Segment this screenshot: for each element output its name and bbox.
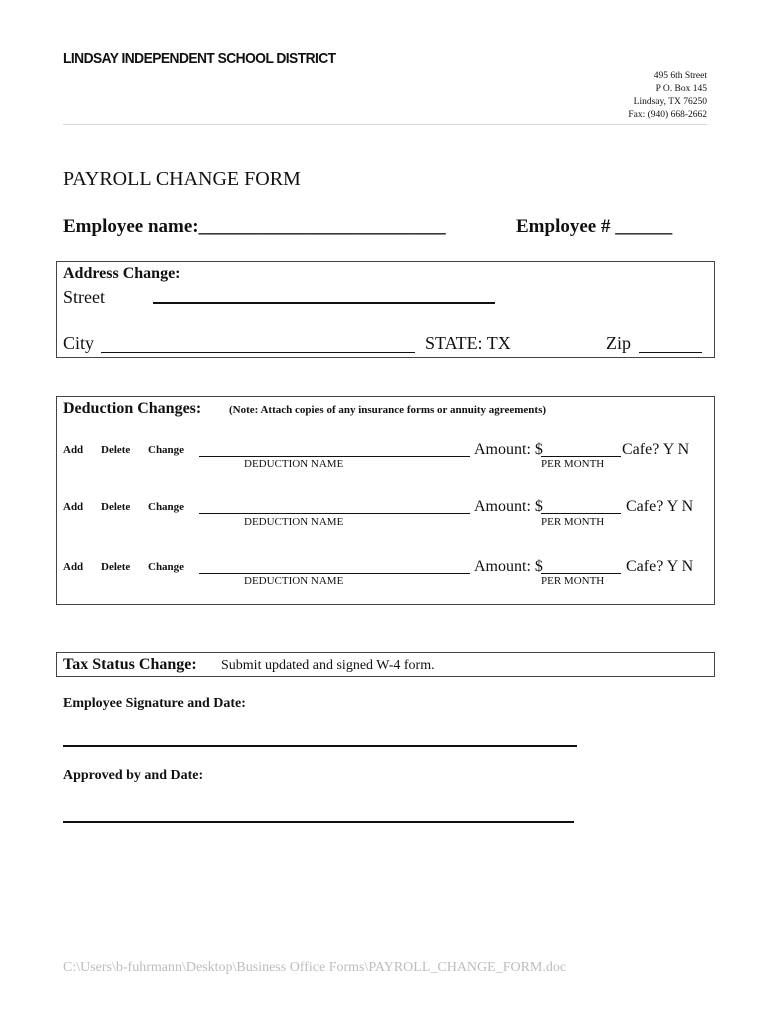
amount-label: Amount: $ bbox=[474, 441, 543, 458]
amount-line[interactable] bbox=[541, 456, 621, 457]
amount-label: Amount: $ bbox=[474, 558, 543, 575]
approved-by-line[interactable] bbox=[63, 821, 574, 823]
add-option[interactable]: Add bbox=[63, 501, 84, 513]
employee-number-field[interactable]: Employee # ______ bbox=[516, 216, 673, 237]
deduction-name-line[interactable] bbox=[199, 573, 470, 574]
tax-status-heading: Tax Status Change: bbox=[63, 656, 197, 673]
street-line[interactable] bbox=[153, 302, 495, 304]
per-month-caption: PER MONTH bbox=[541, 458, 605, 470]
cafe-option[interactable]: Cafe? Y N bbox=[622, 441, 690, 458]
per-month-caption: PER MONTH bbox=[541, 516, 605, 528]
zip-line[interactable] bbox=[639, 352, 702, 353]
deduction-name-line[interactable] bbox=[199, 513, 470, 514]
tax-status-text: Submit updated and signed W-4 form. bbox=[221, 658, 435, 673]
change-option[interactable]: Change bbox=[148, 561, 185, 573]
address-change-heading: Address Change: bbox=[63, 265, 181, 282]
form-title: PAYROLL CHANGE FORM bbox=[63, 168, 301, 190]
city-line[interactable] bbox=[101, 352, 415, 353]
fax-line: Fax: (940) 668-2662 bbox=[628, 110, 707, 120]
delete-option[interactable]: Delete bbox=[101, 501, 131, 513]
district-address bbox=[628, 70, 707, 122]
deduction-name-caption: DEDUCTION NAME bbox=[244, 516, 344, 528]
city-label: City bbox=[63, 333, 95, 353]
cafe-option[interactable]: Cafe? Y N bbox=[626, 558, 694, 575]
state-label: STATE: TX bbox=[425, 333, 511, 353]
employee-signature-line[interactable] bbox=[63, 745, 577, 747]
amount-line[interactable] bbox=[541, 513, 621, 514]
approved-by-label: Approved by and Date: bbox=[63, 768, 204, 783]
file-path-footer: C:\Users\b-fuhrmann\Desktop\Business Office Forms\PAYROLL_CHANGE_FORM.doc bbox=[63, 960, 567, 975]
employee-signature-label: Employee Signature and Date: bbox=[63, 696, 246, 711]
amount-label: Amount: $ bbox=[474, 498, 543, 515]
employee-name-field[interactable]: Employee name:__________________________ bbox=[63, 216, 446, 237]
address-line: P O. Box 145 bbox=[655, 84, 707, 94]
header-divider bbox=[63, 124, 707, 125]
cafe-option[interactable]: Cafe? Y N bbox=[626, 498, 694, 515]
zip-label: Zip bbox=[606, 333, 631, 353]
deduction-name-line[interactable] bbox=[199, 456, 470, 457]
delete-option[interactable]: Delete bbox=[101, 444, 131, 456]
change-option[interactable]: Change bbox=[148, 444, 185, 456]
deduction-changes-heading: Deduction Changes: bbox=[63, 400, 202, 417]
add-option[interactable]: Add bbox=[63, 561, 84, 573]
amount-line[interactable] bbox=[541, 573, 621, 574]
deduction-note: (Note: Attach copies of any insurance forms or annuity agreements) bbox=[229, 404, 547, 416]
district-name: LINDSAY INDEPENDENT SCHOOL DISTRICT bbox=[63, 50, 336, 67]
delete-option[interactable]: Delete bbox=[101, 561, 131, 573]
street-label: Street bbox=[63, 287, 105, 307]
address-line: Lindsay, TX 76250 bbox=[633, 97, 707, 107]
add-option[interactable]: Add bbox=[63, 444, 84, 456]
address-line: 495 6th Street bbox=[653, 71, 707, 81]
per-month-caption: PER MONTH bbox=[541, 575, 605, 587]
deduction-name-caption: DEDUCTION NAME bbox=[244, 458, 344, 470]
deduction-name-caption: DEDUCTION NAME bbox=[244, 575, 344, 587]
change-option[interactable]: Change bbox=[148, 501, 185, 513]
